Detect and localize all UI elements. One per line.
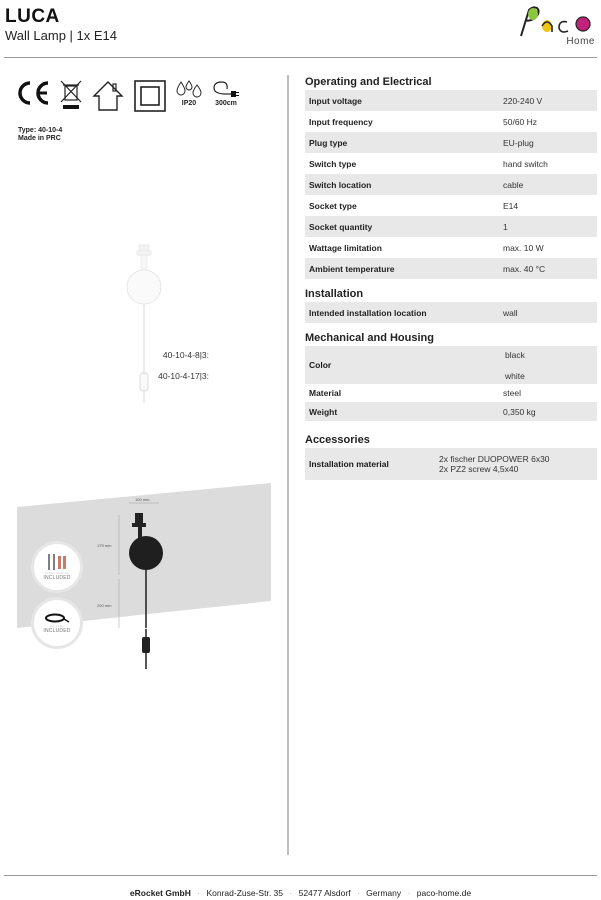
cable-coil-icon xyxy=(44,612,70,624)
footer-street: Konrad-Zuse-Str. 35 xyxy=(206,888,283,898)
color-value: white xyxy=(505,371,525,381)
footer-city: 52477 Alsdorf xyxy=(298,888,351,898)
column-divider xyxy=(287,75,289,855)
spec-label: Socket quantity xyxy=(309,221,373,232)
type-number: Type: 40-10-4 xyxy=(18,127,63,134)
footer-separator: · xyxy=(356,888,360,898)
spec-label: Socket type xyxy=(309,200,357,211)
top-divider xyxy=(4,57,597,58)
ip-rating: IP20 xyxy=(181,100,197,107)
spec-value: max. 10 W xyxy=(503,242,544,253)
spec-label: Intended installation location xyxy=(309,307,427,318)
footer-separator: · xyxy=(289,888,293,898)
screws-icon xyxy=(44,553,70,571)
spec-value: 1 xyxy=(503,221,508,232)
footer-separator: · xyxy=(197,888,201,898)
weee-bin-icon xyxy=(60,80,82,112)
spec-row xyxy=(305,384,597,402)
type-info xyxy=(18,127,62,143)
product-title: LUCA xyxy=(5,6,60,27)
section-mechanical-title: Mechanical and Housing xyxy=(305,332,434,344)
dowel-set-included: INCLUDED xyxy=(43,575,71,581)
accessory-line: 2x fischer DUOPOWER 6x30 xyxy=(439,454,550,464)
spec-row xyxy=(305,153,597,174)
spec-row xyxy=(305,111,597,132)
spec-row xyxy=(305,258,597,279)
spec-row xyxy=(305,402,597,421)
spec-value xyxy=(439,454,550,474)
spec-row xyxy=(305,216,597,237)
spec-value: hand switch xyxy=(503,158,548,169)
spec-row xyxy=(305,302,597,323)
cable-plug-icon xyxy=(212,80,240,107)
spec-label: Installation material xyxy=(309,459,389,469)
spec-label: Input frequency xyxy=(309,116,373,127)
spec-label: Weight xyxy=(309,406,338,417)
footer xyxy=(0,888,601,898)
dowel-set-badge xyxy=(31,541,83,593)
spec-value: 0,350 kg xyxy=(503,406,536,417)
origin: Made in PRC xyxy=(18,135,61,142)
spec-row xyxy=(305,174,597,195)
spec-value: steel xyxy=(503,388,521,398)
ce-mark-icon xyxy=(16,80,50,106)
indoor-house-icon xyxy=(92,80,124,112)
spec-label: Switch location xyxy=(309,179,372,190)
spec-value: EU-plug xyxy=(503,137,534,148)
footer-separator: · xyxy=(407,888,411,898)
certification-icons xyxy=(16,80,240,120)
accessories-row xyxy=(305,448,597,480)
spec-label: Wattage limitation xyxy=(309,242,382,253)
spec-row xyxy=(305,195,597,216)
spec-row xyxy=(305,132,597,153)
spec-row xyxy=(305,237,597,258)
spec-value: 50/60 Hz xyxy=(503,116,538,127)
accessory-line: 2x PZ2 screw 4,5x40 xyxy=(439,464,519,474)
section-accessories-title: Accessories xyxy=(305,434,370,446)
color-row xyxy=(158,346,597,384)
spec-value: cable xyxy=(503,179,524,190)
color-code: 40-10-4-17|3: xyxy=(158,371,209,381)
spec-label: Input voltage xyxy=(309,95,362,106)
spec-label: Color xyxy=(309,360,332,370)
dimension-diagram xyxy=(17,483,271,634)
cable-included: INCLUDED xyxy=(43,628,71,634)
color-code: 40-10-4-8|3: xyxy=(162,350,209,360)
cable-text: 3 m Cable xyxy=(50,624,64,628)
spec-value: max. 40 °C xyxy=(503,263,546,274)
spec-value: wall xyxy=(503,307,518,318)
section-installation-title: Installation xyxy=(305,288,364,300)
product-subtitle: Wall Lamp | 1x E14 xyxy=(5,28,117,43)
spec-label: Switch type xyxy=(309,158,357,169)
section-operating-title: Operating and Electrical xyxy=(305,76,432,88)
width-dimension: 100 mm xyxy=(135,497,150,502)
spec-label: Material xyxy=(309,388,342,398)
water-drops-icon xyxy=(176,80,202,107)
color-value: black xyxy=(505,350,525,360)
cable-badge xyxy=(31,597,83,649)
spec-value: E14 xyxy=(503,200,519,211)
black-switch-icon xyxy=(139,629,153,669)
bottom-divider xyxy=(4,875,597,876)
footer-country: Germany xyxy=(366,888,402,898)
height-dimension: 175 mm xyxy=(97,543,112,548)
cable-dimension: 200 mm xyxy=(97,603,112,608)
protection-class-ii-icon xyxy=(134,80,166,112)
spec-label: Plug type xyxy=(309,137,348,148)
brand-sub: Home xyxy=(566,36,595,47)
dowel-set-text: Fischer Dowel Set xyxy=(44,571,70,575)
footer-website[interactable]: paco-home.de xyxy=(416,888,472,898)
cable-length: 300cm xyxy=(215,100,237,107)
spec-label: Ambient temperature xyxy=(309,263,395,274)
spec-value: 220-240 V xyxy=(503,95,543,106)
footer-company: eRocket GmbH xyxy=(129,888,191,898)
spec-row xyxy=(305,90,597,111)
